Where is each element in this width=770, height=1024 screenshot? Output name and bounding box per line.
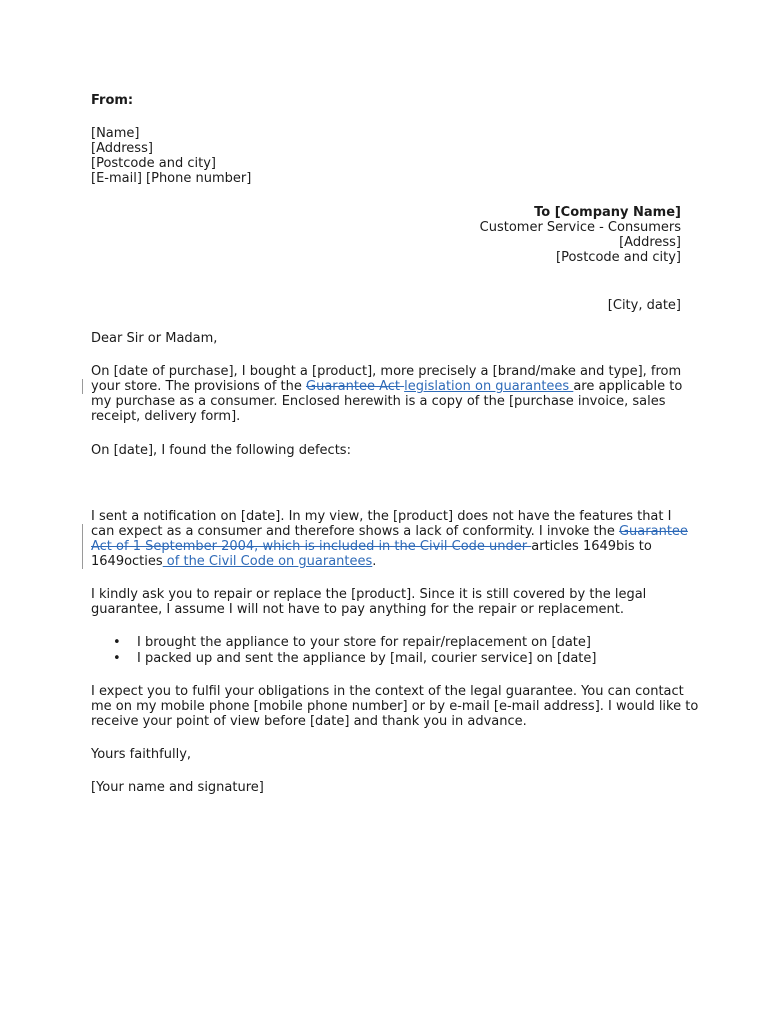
paragraph-line	[91, 379, 681, 394]
list-item: • I packed up and sent the appliance by [mail, courier service] on [date]	[91, 651, 681, 667]
recipient-address: [Address]	[619, 235, 681, 250]
sender-address: [Address]	[91, 141, 153, 156]
sender-email-phone: [E-mail] [Phone number]	[91, 171, 252, 186]
paragraph-line: I sent a notification on [date]. In my view, the [product] does not have the features that I	[91, 509, 672, 524]
paragraph-obligations	[91, 684, 699, 729]
bullet-list	[91, 635, 681, 667]
sender-details	[91, 126, 681, 186]
closing	[91, 747, 681, 762]
text-run: .	[372, 554, 377, 569]
recipient-heading: To [Company Name]	[534, 205, 681, 220]
paragraph-line: me on my mobile phone [mobile phone number] or by e-mail [e-mail address]. I would like to	[91, 699, 699, 714]
list-item: • I brought the appliance to your store for repair/replacement on [date]	[91, 635, 681, 651]
recipient-department: Customer Service - Consumers	[479, 220, 681, 235]
text-run: your store. The provisions of the	[91, 379, 307, 394]
signature	[91, 780, 681, 795]
paragraph-line: On [date], I found the following defects:	[91, 443, 351, 458]
paragraph-line: I kindly ask you to repair or replace the [product]. Since it is still covered by the legal	[91, 587, 647, 602]
paragraph-line	[91, 539, 681, 554]
tracked-deletion: Act of 1 September 2004, which is included in the Civil Code under	[91, 539, 532, 554]
paragraph-line: guarantee, I assume I will not have to pay anything for the repair or replacement.	[91, 602, 625, 617]
salutation	[91, 331, 681, 346]
paragraph-notification	[91, 509, 688, 569]
paragraph-line	[91, 524, 688, 539]
text-run: are applicable to	[573, 379, 683, 394]
salutation-text: Dear Sir or Madam,	[91, 331, 218, 346]
recipient-postcode-city: [Postcode and city]	[556, 250, 681, 265]
change-bar	[82, 524, 83, 569]
sender-block	[91, 93, 681, 108]
paragraph-line: my purchase as a consumer. Enclosed herewith is a copy of the [purchase invoice, sales	[91, 394, 666, 409]
text-run: 1649octies	[91, 554, 163, 569]
paragraph-repair-request	[91, 587, 681, 617]
text-run: can expect as a consumer and therefore shows a lack of conformity. I invoke the	[91, 524, 619, 539]
paragraph-line: receive your point of view before [date] and thank you in advance.	[91, 714, 527, 729]
paragraph-line: I expect you to fulfil your obligations in the context of the legal guarantee. You can contact	[91, 684, 684, 699]
paragraph-purchase	[91, 364, 681, 424]
place-date-text: [City, date]	[607, 298, 681, 313]
tracked-deletion: Guarantee	[618, 524, 688, 539]
closing-text: Yours faithfully,	[91, 747, 192, 762]
paragraph-line: receipt, delivery form].	[91, 409, 241, 424]
tracked-deletion: Guarantee Act	[306, 379, 405, 394]
from-heading: From:	[91, 93, 134, 108]
recipient-block	[91, 205, 681, 265]
sender-postcode-city: [Postcode and city]	[91, 156, 216, 171]
paragraph-line: On [date of purchase], I bought a [product], more precisely a [brand/make and type], from	[91, 364, 682, 379]
place-date	[91, 298, 681, 313]
paragraph-defects	[91, 443, 681, 458]
tracked-insertion: legislation on guarantees	[404, 379, 574, 394]
sender-name: [Name]	[91, 126, 140, 141]
change-bar	[82, 379, 83, 394]
text-run: articles 1649bis to	[531, 539, 652, 554]
paragraph-line	[91, 554, 681, 569]
signature-text: [Your name and signature]	[91, 780, 264, 795]
tracked-insertion: of the Civil Code on guarantees	[162, 554, 373, 569]
